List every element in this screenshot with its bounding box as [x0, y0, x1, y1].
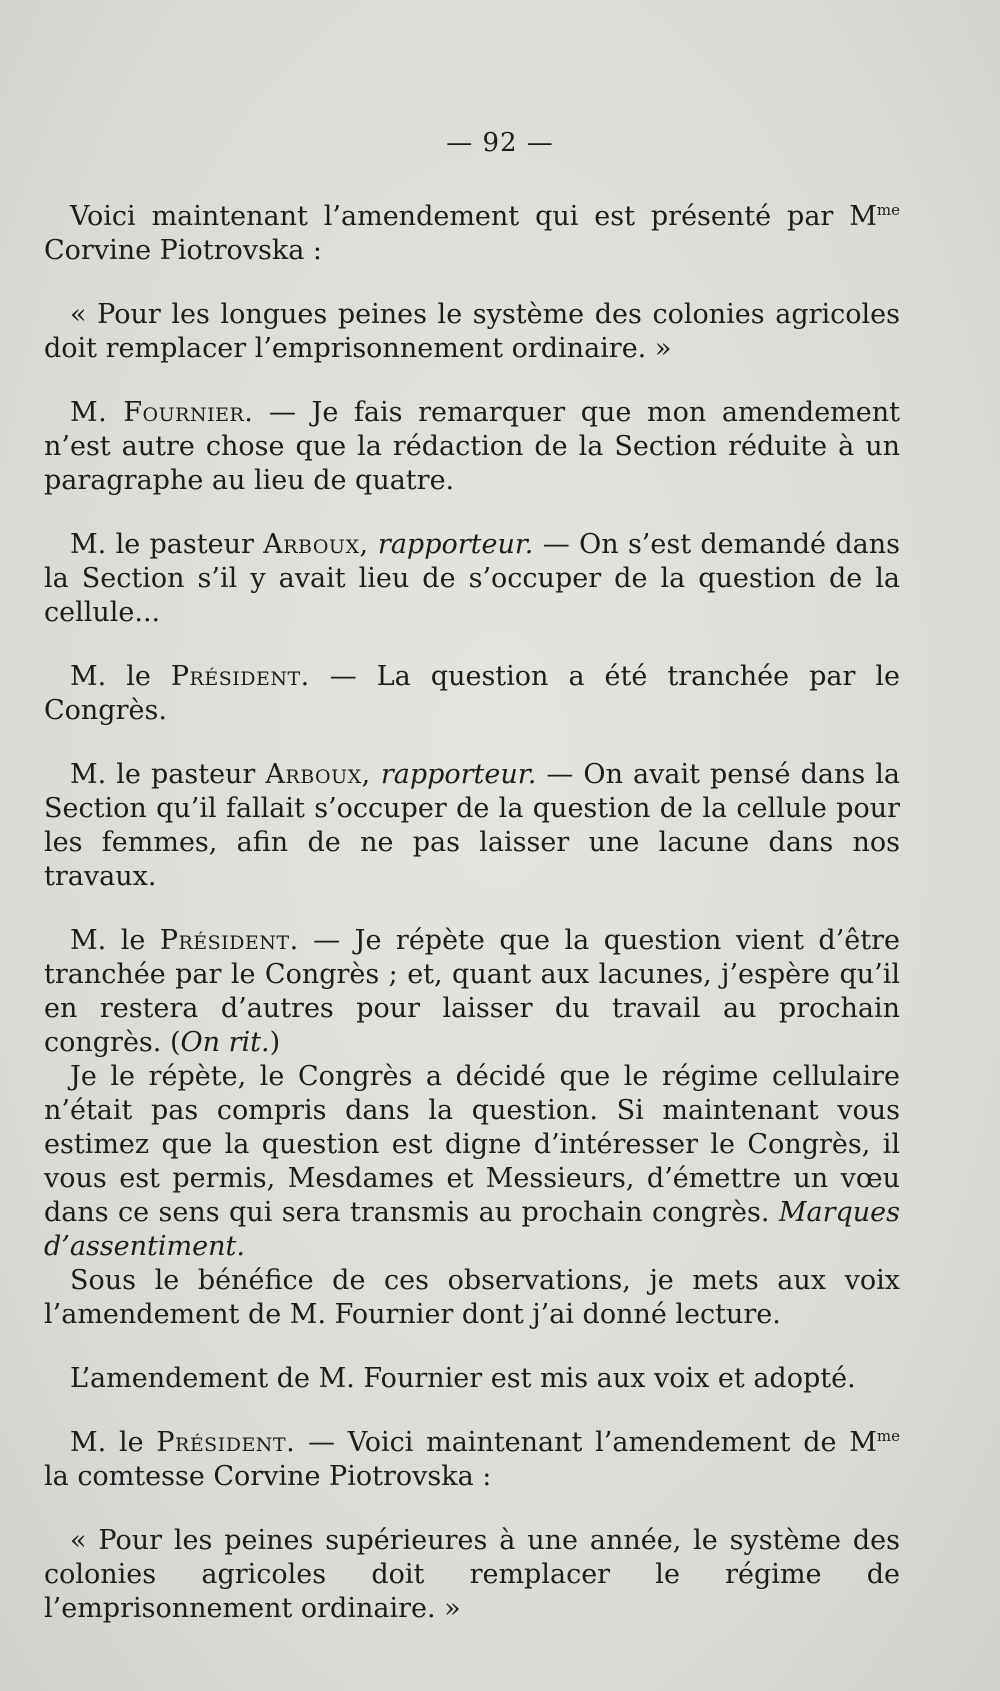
paragraph-text: — La question a été tranchée par le Congrès. [44, 661, 901, 726]
speaker-name: Arboux, [265, 759, 371, 790]
paragraph-text: — On avait pensé dans la Section qu’il fallait s’occuper de la question de la cellule pour les femmes, afin de ne pas laisser une lacune dans nos travaux. [44, 759, 900, 892]
paragraph-3 [44, 396, 900, 498]
paragraph-text: Voici maintenant l’amendement qui est présenté par M [70, 201, 877, 232]
speaker-prefix: M. le [70, 1427, 157, 1458]
speaker-prefix: M. le [70, 925, 160, 956]
paragraph-text: — Voici maintenant l’amendement de M [295, 1427, 877, 1458]
paragraph-1 [44, 200, 900, 268]
speaker-role: rapporteur. [380, 759, 537, 790]
paragraph-10 [44, 1362, 900, 1396]
paragraph-text: — Je fais remarquer que mon amendement n’est autre chose que la rédaction de la Section réduite à un paragraphe au lieu de quatre. [44, 397, 900, 496]
paragraph-text: L’amendement de M. Fournier est mis aux voix et adopté. [70, 1363, 856, 1394]
paragraph-12-quote [44, 1524, 900, 1626]
aside-text: On rit. [180, 1027, 270, 1058]
paragraph-text: « Pour les peines supérieures à une année, le système des colonies agricoles doit remplacer le régime de l’emprisonnement ordinaire. » [44, 1525, 900, 1624]
speaker-name: M. Fournier. [70, 397, 254, 428]
paragraph-text: ) [269, 1027, 281, 1058]
aside-text: Marques d’assentiment. [44, 1197, 900, 1262]
speaker-name: Président. [159, 925, 299, 956]
paragraph-6 [44, 758, 900, 894]
speaker-name: Président. [156, 1427, 296, 1458]
paragraph-text: Corvine Piotrovska : [44, 235, 322, 266]
paragraph-7 [44, 924, 900, 1060]
speaker-name: Président. [170, 661, 310, 692]
paragraph-2-quote [44, 298, 900, 366]
speaker-name: Arboux, [263, 529, 369, 560]
paragraph-5 [44, 660, 900, 728]
page-number: — 92 — [446, 128, 554, 158]
paragraph-text: la comtesse Corvine Piotrovska : [44, 1461, 492, 1492]
superscript: me [876, 201, 900, 219]
paragraph-text: — Je répète que la question vient d’être tranchée par le Congrès ; et, quant aux lacunes, j’espère qu’il en restera d’autres pour laisser du travail au prochain congrès. ( [44, 925, 900, 1058]
page-body [44, 200, 900, 1626]
speaker-role: rapporteur. [377, 529, 534, 560]
paragraph-text: Je le répète, le Congrès a décidé que le régime cellulaire n’était pas compris dans la question. Si maintenant vous estimez que la question est digne d’intéresser le Congrès, il vous est permis, Mesdames et Messieurs, d’émettre un vœu dans ce sens qui sera transmis au prochain congrès. [44, 1061, 900, 1228]
paragraph-text: Sous le bénéfice de ces observations, je mets aux voix l’amendement de M. Fournier dont j’ai donné lecture. [44, 1265, 900, 1330]
paragraph-4 [44, 528, 900, 630]
speaker-prefix: M. le pasteur [70, 529, 264, 560]
superscript: me [876, 1427, 901, 1445]
paragraph-8 [44, 1060, 900, 1264]
speaker-prefix: M. le pasteur [70, 759, 266, 790]
paragraph-9 [44, 1264, 900, 1332]
paragraph-text: « Pour les longues peines le système des colonies agricoles doit remplacer l’emprisonnement ordinaire. » [44, 299, 900, 364]
paragraph-text: — On s’est demandé dans la Section s’il y avait lieu de s’occuper de la question de la cellule... [44, 529, 900, 628]
paragraph-11 [44, 1426, 900, 1494]
speaker-prefix: M. le [70, 661, 171, 692]
